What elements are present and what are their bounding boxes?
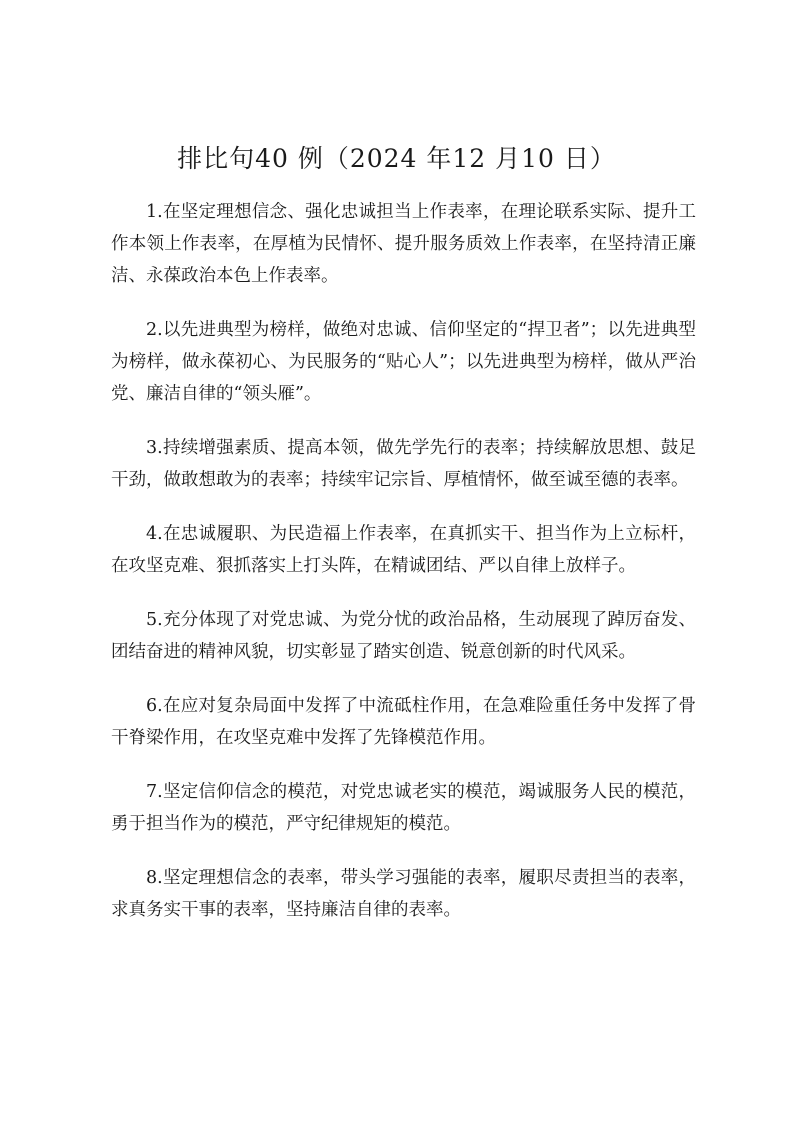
paragraph-4: 4.在忠诚履职、为民造福上作表率，在真抓实干、担当作为上立标杆，在攻坚克难、狠抓落实上打头阵，在精诚团结、严以自律上放样子。 bbox=[111, 524, 696, 576]
paragraph-1: 1.在坚定理想信念、强化忠诚担当上作表率，在理论联系实际、提升工作本领上作表率，在厚植为民情怀、提升服务质效上作表率，在坚持清正廉洁、永葆政治本色上作表率。 bbox=[111, 202, 696, 286]
paragraph-3: 3.持续增强素质、提高本领，做先学先行的表率；持续解放思想、鼓足干劲，做敢想敢为的表率；持续牢记宗旨、厚植情怀，做至诚至德的表率。 bbox=[111, 438, 696, 490]
page-title: 排比句40 例（2024 年12 月10 日） bbox=[177, 144, 616, 173]
paragraph-2: 2.以先进典型为榜样，做绝对忠诚、信仰坚定的“捍卫者”；以先进典型为榜样，做永葆初心、为民服务的“贴心人”；以先进典型为榜样，做从严治党、廉洁自律的“领头雁”。 bbox=[111, 320, 696, 404]
paragraph-5: 5.充分体现了对党忠诚、为党分忧的政治品格，生动展现了踔厉奋发、团结奋进的精神风貌，切实彰显了踏实创造、锐意创新的时代风采。 bbox=[111, 610, 696, 662]
paragraph-6: 6.在应对复杂局面中发挥了中流砥柱作用，在急难险重任务中发挥了骨干脊梁作用，在攻坚克难中发挥了先锋模范作用。 bbox=[111, 696, 696, 748]
paragraph-8: 8.坚定理想信念的表率，带头学习强能的表率，履职尽责担当的表率，求真务实干事的表率，坚持廉洁自律的表率。 bbox=[111, 868, 696, 920]
paragraph-7: 7.坚定信仰信念的模范，对党忠诚老实的模范，竭诚服务人民的模范，勇于担当作为的模范，严守纪律规矩的模范。 bbox=[111, 782, 696, 834]
document-body bbox=[111, 196, 696, 948]
